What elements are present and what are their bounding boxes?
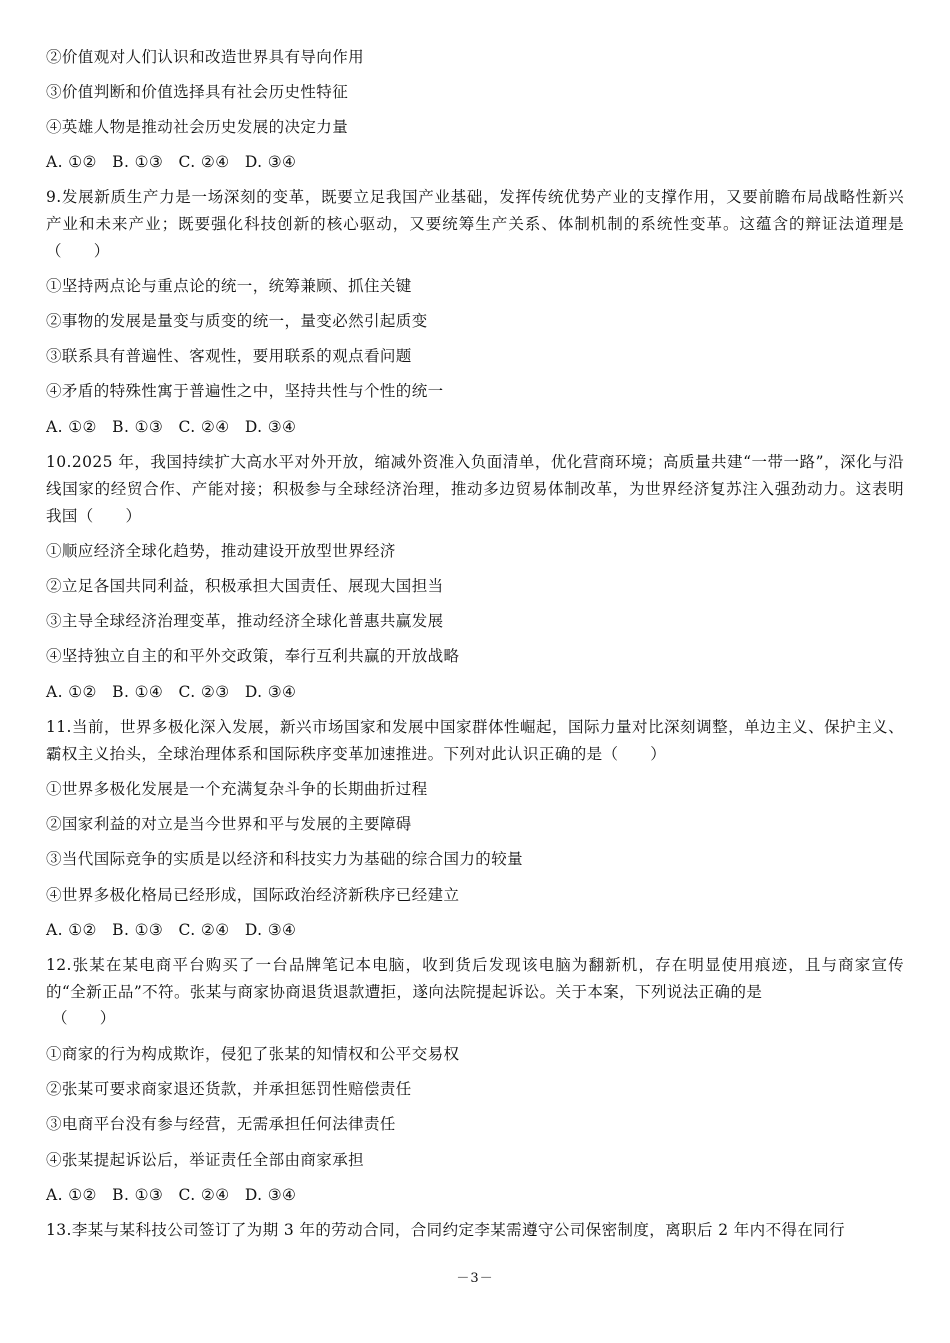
option-line: ③当代国际竞争的实质是以经济和科技实力为基础的综合国力的较量 <box>46 850 524 868</box>
option-line: ③主导全球经济治理变革，推动经济全球化普惠共赢发展 <box>46 612 444 630</box>
answer-b: B. ①④ <box>112 683 164 701</box>
option-line: ④坚持独立自主的和平外交政策，奉行互利共赢的开放战略 <box>46 647 460 665</box>
answer-c: C. ②④ <box>178 153 230 171</box>
answer-a: A. ①② <box>46 1186 97 1204</box>
answer-b: B. ①③ <box>112 921 164 939</box>
answer-b: B. ①③ <box>112 1186 164 1204</box>
page-number: －3－ <box>456 1271 494 1286</box>
question-13-stem: 13.李某与某科技公司签订了为期 3 年的劳动合同，合同约定李某需遵守公司保密制度，离职后 2 年内不得在同行 <box>46 1221 846 1239</box>
answer-c: C. ②④ <box>178 1186 230 1204</box>
answer-choices <box>46 152 904 172</box>
question-11-stem: 11.当前，世界多极化深入发展，新兴市场国家和发展中国家群体性崛起，国际力量对比深刻调整，单边主义、保护主义、霸权主义抬头，全球治理体系和国际秩序变革加速推进。下列对此认识正确的是（ ） <box>46 718 904 763</box>
answer-choices <box>46 682 904 702</box>
answer-d: D. ③④ <box>244 683 297 701</box>
answer-d: D. ③④ <box>244 153 297 171</box>
option-line: ①世界多极化发展是一个充满复杂斗争的长期曲折过程 <box>46 780 428 798</box>
answer-c: C. ②④ <box>178 921 230 939</box>
answer-choices <box>46 920 904 940</box>
option-line: ③价值判断和价值选择具有社会历史性特征 <box>46 83 349 101</box>
answer-d: D. ③④ <box>244 1186 297 1204</box>
answer-a: A. ①② <box>46 921 97 939</box>
answer-choices <box>46 417 904 437</box>
answer-c: C. ②④ <box>178 418 230 436</box>
question-9-stem: 9.发展新质生产力是一场深刻的变革，既要立足我国产业基础，发挥传统优势产业的支撑作用，又要前瞻布局战略性新兴产业和未来产业；既要强化科技创新的核心驱动，又要统筹生产关系、体制机制的系统性变革。这蕴含的辩证法道理是（ ） <box>46 188 904 260</box>
option-line: ④世界多极化格局已经形成，国际政治经济新秩序已经建立 <box>46 886 460 904</box>
option-line: ④英雄人物是推动社会历史发展的决定力量 <box>46 118 349 136</box>
option-line: ②价值观对人们认识和改造世界具有导向作用 <box>46 48 365 66</box>
answer-a: A. ①② <box>46 153 97 171</box>
answer-c: C. ②③ <box>178 683 230 701</box>
option-line: ②国家利益的对立是当今世界和平与发展的主要障碍 <box>46 815 412 833</box>
answer-a: A. ①② <box>46 418 97 436</box>
question-10-stem: 10.2025 年，我国持续扩大高水平对外开放，缩减外资准入负面清单，优化营商环境；高质量共建“一带一路”，深化与沿线国家的经贸合作、产能对接；积极参与全球经济治理，推动多边贸易体制改革，为世界经济复苏注入强劲动力。这表明我国（ ） <box>46 453 904 525</box>
option-line: ②立足各国共同利益，积极承担大国责任、展现大国担当 <box>46 577 444 595</box>
option-line: ①坚持两点论与重点论的统一，统筹兼顾、抓住关键 <box>46 277 412 295</box>
option-line: ②事物的发展是量变与质变的统一，量变必然引起质变 <box>46 312 428 330</box>
option-line: ①顺应经济全球化趋势，推动建设开放型世界经济 <box>46 542 396 560</box>
answer-d: D. ③④ <box>244 418 297 436</box>
option-line: ④矛盾的特殊性寓于普遍性之中，坚持共性与个性的统一 <box>46 382 444 400</box>
option-line: ③电商平台没有参与经营，无需承担任何法律责任 <box>46 1115 396 1133</box>
option-line: ②张某可要求商家退还货款，并承担惩罚性赔偿责任 <box>46 1080 412 1098</box>
option-line: ③联系具有普遍性、客观性，要用联系的观点看问题 <box>46 347 412 365</box>
answer-choices <box>46 1185 904 1205</box>
answer-b: B. ①③ <box>112 153 164 171</box>
answer-blank: （ ） <box>52 1009 116 1027</box>
question-12-stem: 12.张某在某电商平台购买了一台品牌笔记本电脑，收到货后发现该电脑为翻新机，存在明显使用痕迹，且与商家宣传的“全新正品”不符。张某与商家协商退货退款遭拒，遂向法院提起诉讼。关于本案，下列说法正确的是 <box>46 956 904 1001</box>
option-line: ①商家的行为构成欺诈，侵犯了张某的知情权和公平交易权 <box>46 1045 460 1063</box>
option-line: ④张某提起诉讼后，举证责任全部由商家承担 <box>46 1151 365 1169</box>
answer-d: D. ③④ <box>244 921 297 939</box>
answer-a: A. ①② <box>46 683 97 701</box>
answer-b: B. ①③ <box>112 418 164 436</box>
